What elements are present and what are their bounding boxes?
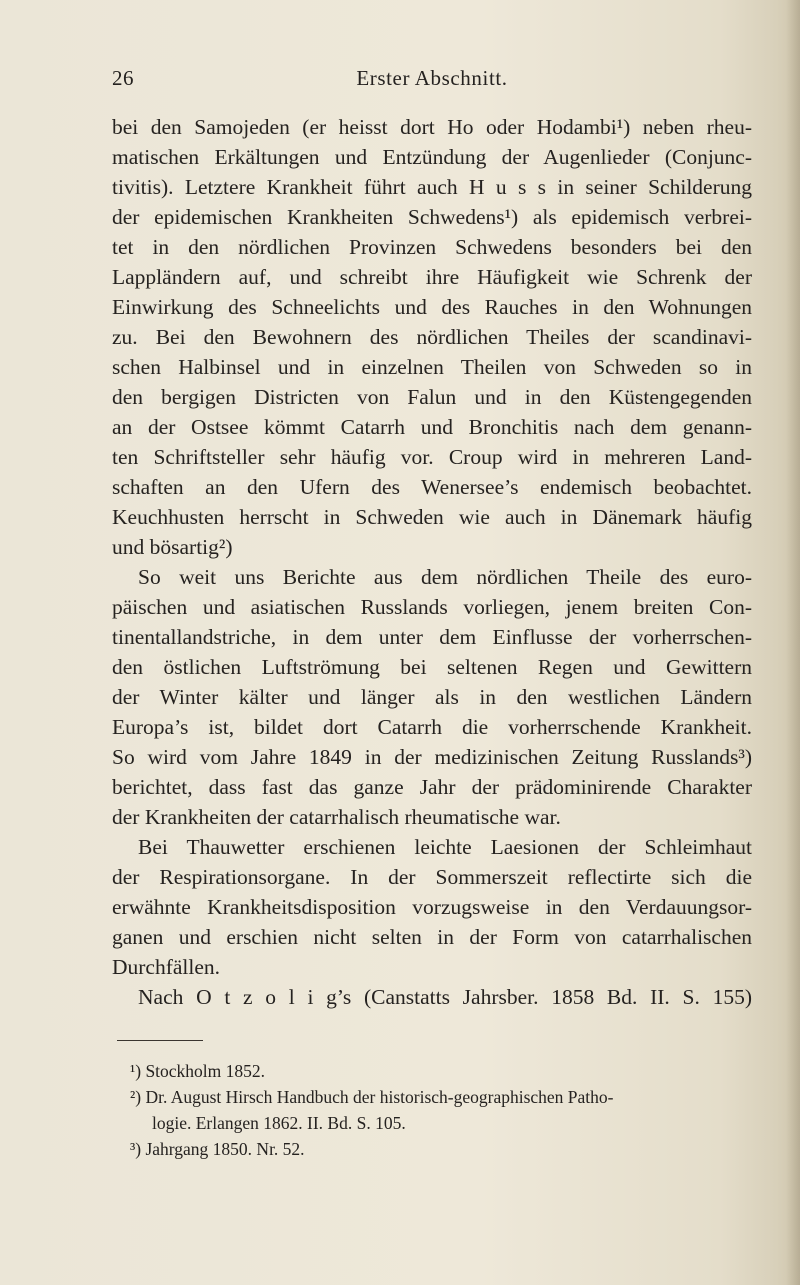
text-line: berichtet, dass fast das ganze Jahr der prädominirende Charakter: [112, 775, 752, 799]
text-line: tivitis). Letztere Krankheit führt auch H u s s in seiner Schilderung: [112, 175, 752, 199]
body-text: [112, 112, 752, 1012]
text-line: Europa’s ist, bildet dort Catarrh die vorherrschende Krankheit.: [112, 715, 752, 739]
text-line: tinentallandstriche, in dem unter dem Einflusse der vorherrschen-: [112, 625, 752, 649]
text-line: Einwirkung des Schneelichts und des Rauches in den Wohnungen: [112, 295, 752, 319]
text-line: zu. Bei den Bewohnern des nördlichen Theiles der scandinavi-: [112, 325, 752, 349]
text-line: schaften an den Ufern des Wenersee’s endemisch beobachtet.: [112, 475, 752, 499]
text-line: Nach O t z o l i g’s (Canstatts Jahrsber. 1858 Bd. II. S. 155): [138, 985, 752, 1009]
text-line: an der Ostsee kömmt Catarrh und Bronchitis nach dem genann-: [112, 415, 752, 439]
text-line: Bei Thauwetter erschienen leichte Laesionen der Schleimhaut: [138, 835, 752, 859]
footnote-2-continuation: logie. Erlangen 1862. II. Bd. S. 105.: [152, 1113, 406, 1133]
text-line: der epidemischen Krankheiten Schwedens¹) als epidemisch verbrei-: [112, 205, 752, 229]
text-line: ganen und erschien nicht selten in der Form von catarrhalischen: [112, 925, 752, 949]
text-line: tet in den nördlichen Provinzen Schwedens besonders bei den: [112, 235, 752, 259]
text-line: So wird vom Jahre 1849 in der medizinischen Zeitung Russlands³): [112, 745, 752, 769]
running-head: Erster Abschnitt.: [356, 66, 508, 90]
text-line: schen Halbinsel und in einzelnen Theilen von Schweden so in: [112, 355, 752, 379]
page-number: 26: [112, 66, 134, 90]
text-line: päischen und asiatischen Russlands vorliegen, jenem breiten Con-: [112, 595, 752, 619]
footnotes: [112, 1058, 752, 1162]
text-line: bei den Samojeden (er heisst dort Ho oder Hodambi¹) neben rheu-: [112, 115, 752, 139]
text-line: ten Schriftsteller sehr häufig vor. Croup wird in mehreren Land-: [112, 445, 752, 469]
text-line: Lappländern auf, und schreibt ihre Häufigkeit wie Schrenk der: [112, 265, 752, 289]
text-line: erwähnte Krankheitsdisposition vorzugsweise in den Verdauungsor-: [112, 895, 752, 919]
text-line: den östlichen Luftströmung bei seltenen Regen und Gewittern: [112, 655, 752, 679]
text-line: der Winter kälter und länger als in den westlichen Ländern: [112, 685, 752, 709]
footnote-divider: [117, 1040, 203, 1041]
text-line: So weit uns Berichte aus dem nördlichen Theile des euro-: [138, 565, 752, 589]
text-line: den bergigen Districten von Falun und in den Küstengegenden: [112, 385, 752, 409]
footnote-2: ²) Dr. August Hirsch Handbuch der historisch-geographischen Patho-: [130, 1087, 614, 1107]
text-line: Keuchhusten herrscht in Schweden wie auch in Dänemark häufig: [112, 505, 752, 529]
page-edge-shadow: [786, 0, 800, 1285]
footnote-1: ¹) Stockholm 1852.: [130, 1061, 266, 1081]
text-line: der Respirationsorgane. In der Sommerszeit reflectirte sich die: [112, 865, 752, 889]
text-line: der Krankheiten der catarrhalisch rheumatische war.: [112, 805, 561, 829]
page-header: [112, 66, 752, 96]
text-line: und bösartig²): [112, 535, 233, 559]
footnote-3: ³) Jahrgang 1850. Nr. 52.: [130, 1139, 305, 1159]
text-line: matischen Erkältungen und Entzündung der Augenlieder (Conjunc-: [112, 145, 752, 169]
text-line: Durchfällen.: [112, 955, 221, 979]
